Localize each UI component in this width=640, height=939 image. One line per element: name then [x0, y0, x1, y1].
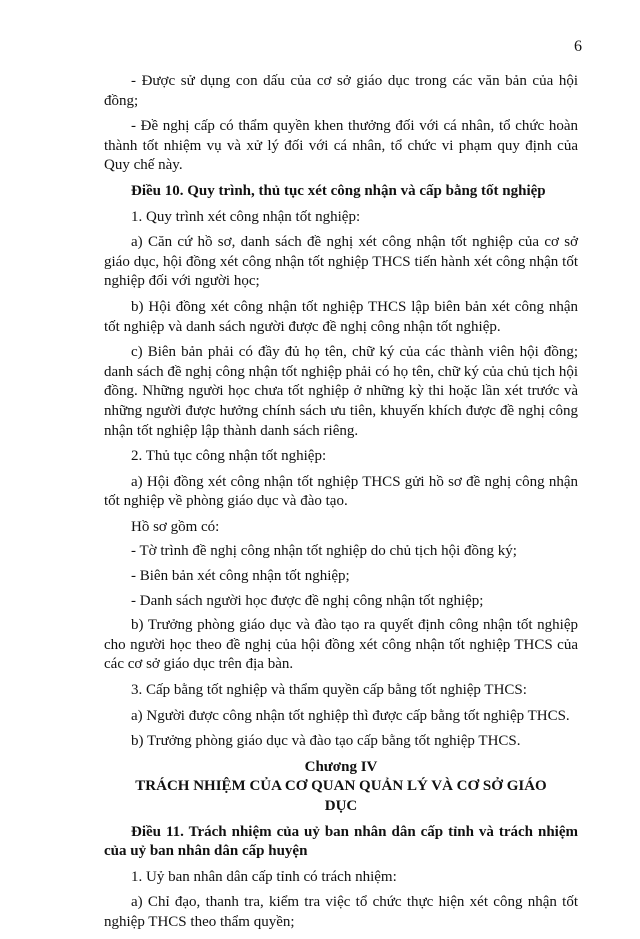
article-11-heading: Điều 11. Trách nhiệm của uỷ ban nhân dân cấp tỉnh và trách nhiệm của uỷ ban nhân dân cấp huyện	[104, 823, 578, 860]
paragraph: Hồ sơ gồm có:	[131, 518, 220, 535]
paragraph: 1. Quy trình xét công nhận tốt nghiệp:	[131, 208, 361, 225]
paragraph: a) Chỉ đạo, thanh tra, kiểm tra việc tổ chức thực hiện xét công nhận tốt nghiệp THCS theo thẩm quyền;	[104, 894, 578, 930]
paragraph: a) Căn cứ hồ sơ, danh sách đề nghị xét công nhận tốt nghiệp của cơ sở giáo dục, hội đồng xét công nhận tốt nghiệp THCS tiến hành xét công nhận tốt nghiệp đối với người học;	[104, 234, 578, 290]
paragraph: - Danh sách người học được đề nghị công nhận tốt nghiệp;	[131, 592, 484, 609]
paragraph: 2. Thủ tục công nhận tốt nghiệp:	[131, 448, 327, 465]
chapter-number: Chương IV	[304, 758, 378, 775]
paragraph: - Tờ trình đề nghị công nhận tốt nghiệp do chủ tịch hội đồng ký;	[131, 543, 517, 560]
paragraph: 3. Cấp bằng tốt nghiệp và thẩm quyền cấp bằng tốt nghiệp THCS:	[131, 682, 527, 699]
chapter-title: TRÁCH NHIỆM CỦA CƠ QUAN QUẢN LÝ VÀ CƠ SỞ GIÁO DỤC	[135, 778, 547, 814]
paragraph: - Biên bản xét công nhận tốt nghiệp;	[131, 568, 350, 585]
document-body	[104, 72, 578, 939]
paragraph: b) Hội đồng xét công nhận tốt nghiệp THCS lập biên bản xét công nhận tốt nghiệp và danh sách người được đề nghị công nhận tốt nghiệp.	[104, 298, 578, 335]
paragraph: - Được sử dụng con dấu của cơ sở giáo dục trong các văn bản của hội đồng;	[104, 73, 578, 109]
paragraph: a) Hội đồng xét công nhận tốt nghiệp THCS gửi hồ sơ đề nghị công nhận tốt nghiệp về phòng giáo dục và đào tạo.	[104, 473, 578, 510]
paragraph: 1. Uỷ ban nhân dân cấp tỉnh có trách nhiệm:	[131, 868, 397, 885]
paragraph: b) Trưởng phòng giáo dục và đào tạo ra quyết định công nhận tốt nghiệp cho người học theo đề nghị của hội đồng xét công nhận tốt nghiệp THCS của các cơ sở giáo dục trên địa bàn.	[104, 617, 578, 673]
paragraph: a) Người được công nhận tốt nghiệp thì được cấp bằng tốt nghiệp THCS.	[131, 707, 570, 724]
article-10-heading: Điều 10. Quy trình, thủ tục xét công nhận và cấp bằng tốt nghiệp	[131, 182, 546, 199]
paragraph: - Đề nghị cấp có thẩm quyền khen thưởng đối với cá nhân, tổ chức hoàn thành tốt nhiệm vụ và xử lý đối với cá nhân, tổ chức vi phạm quy định của Quy chế này.	[104, 118, 578, 174]
paragraph: b) Trưởng phòng giáo dục và đào tạo cấp bằng tốt nghiệp THCS.	[131, 733, 521, 750]
paragraph: c) Biên bản phải có đầy đủ họ tên, chữ ký của các thành viên hội đồng; danh sách đề nghị công nhận tốt nghiệp phải có họ tên, chữ ký của chủ tịch hội đồng. Những người học chưa tốt nghiệp ở những kỳ thi hoặc lần xét trước và những người được hưởng chính sách ưu tiên, khuyến khích được đề nghị công nhận tốt nghiệp lập thành danh sách riêng.	[104, 344, 578, 439]
page-number: 6	[574, 38, 582, 55]
